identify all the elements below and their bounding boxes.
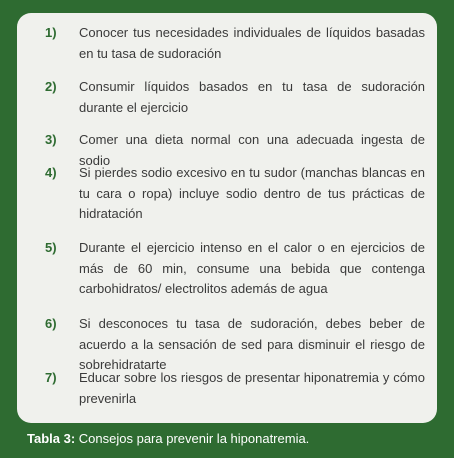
- item-text: Durante el ejercicio intenso en el calor o en ejercicios de más de 60 min, consume una bebida que contenga carbohidratos/ electrolitos además de agua: [79, 240, 425, 296]
- caption-label: Tabla 3:: [27, 431, 76, 446]
- list-item: [45, 238, 425, 300]
- item-number: 3): [45, 132, 57, 147]
- item-text: Comer una dieta normal con una adecuada ingesta de sodio: [79, 132, 425, 168]
- list-item: [45, 23, 425, 64]
- item-number: 2): [45, 79, 57, 94]
- item-number: 7): [45, 370, 57, 385]
- item-text: Conocer tus necesidades individuales de líquidos basadas en tu tasa de sudoración: [79, 25, 425, 61]
- item-number: 5): [45, 240, 57, 255]
- item-number: 6): [45, 316, 57, 331]
- item-text: Consumir líquidos basados en tu tasa de sudoración durante el ejercicio: [79, 79, 425, 115]
- item-text: Educar sobre los riesgos de presentar hiponatremia y cómo prevenirla: [79, 370, 425, 406]
- caption-text: Consejos para prevenir la hiponatremia.: [75, 431, 310, 446]
- tips-panel: [17, 13, 437, 423]
- list-item: [45, 368, 425, 409]
- list-item: [45, 77, 425, 118]
- item-number: 1): [45, 25, 57, 40]
- item-text: Si pierdes sodio excesivo en tu sudor (manchas blancas en tu cara o ropa) incluye sodio dentro de tus prácticas de hidratación: [79, 165, 425, 221]
- item-number: 4): [45, 165, 57, 180]
- list-item: [45, 314, 425, 376]
- list-item: [45, 163, 425, 225]
- table-caption: [27, 430, 309, 448]
- item-text: Si desconoces tu tasa de sudoración, debes beber de acuerdo a la sensación de sed para disminuir el riesgo de sobrehidratarte: [79, 316, 425, 372]
